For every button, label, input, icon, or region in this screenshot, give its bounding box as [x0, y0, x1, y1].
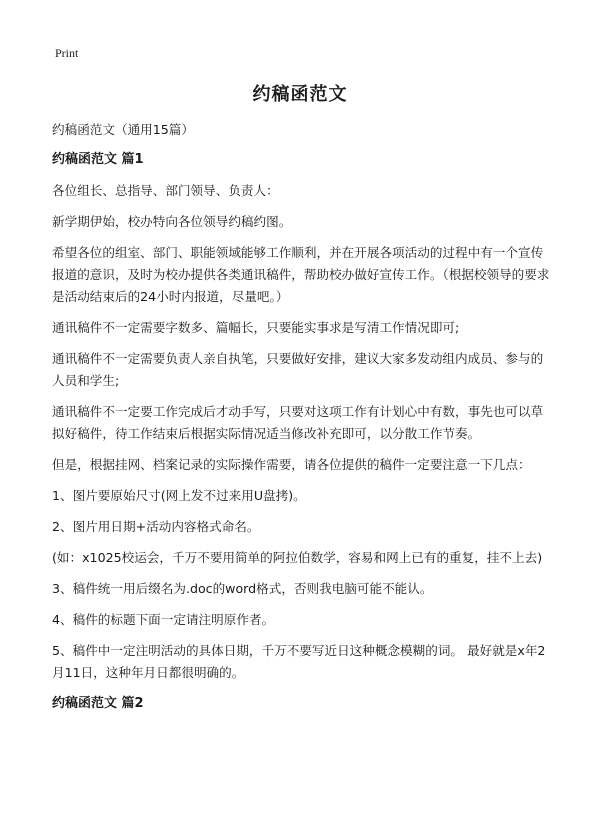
- section-heading-2: 约稿函范文 篇2: [52, 696, 144, 711]
- list-item: 5、稿件中一定注明活动的具体日期，千万不要写近日这种概念模糊的词。 最好就是x年2月11日，这种年月日都很明确的。: [52, 643, 546, 680]
- document-subtitle: 约稿函范文（通用15篇）: [52, 122, 194, 137]
- list-item: 3、稿件统一用后缀名为.doc的word格式，否则我电脑可能不能认。: [52, 581, 433, 596]
- paragraph: 希望各位的组室、部门、职能领域能够工作顺利，并在开展各项活动的过程中有一个宣传报道的意识，及时为校办提供各类通讯稿件，帮助校办做好宣传工作。（根据校领导的要求是活动结束后的24小时内报道，尽量吧。）: [52, 245, 550, 304]
- document-body: [52, 119, 552, 724]
- list-item: 1、图片要原始尺寸(网上发不过来用U盘拷)。: [52, 488, 306, 503]
- paragraph: 通讯稿件不一定需要负责人亲自执笔，只要做好安排，建议大家多发动组内成员、参与的人员和学生;: [52, 351, 544, 388]
- print-label: Print: [55, 46, 79, 60]
- paragraph: 通讯稿件不一定需要字数多、篇幅长，只要能实事求是写清工作情况即可;: [52, 320, 460, 335]
- paragraph: 通讯稿件不一定要工作完成后才动手写，只要对这项工作有计划心中有数，事先也可以草拟好稿件，待工作结束后根据实际情况适当修改补充即可，以分散工作节奏。: [52, 404, 544, 441]
- paragraph: 但是，根据挂网、档案记录的实际操作需要，请各位提供的稿件一定要注意一下几点：: [52, 457, 531, 472]
- list-note: (如：x1025校运会，千万不要用简单的阿拉伯数学，容易和网上已有的重复，挂不上去): [52, 550, 543, 565]
- document-title: 约稿函范文: [252, 84, 348, 105]
- list-item: 4、稿件的标题下面一定请注明原作者。: [52, 612, 275, 627]
- section-heading-1: 约稿函范文 篇1: [52, 152, 144, 167]
- paragraph: 新学期伊始，校办特向各位领导约稿约图。: [52, 214, 292, 229]
- list-item: 2、图片用日期+活动内容格式命名。: [52, 519, 260, 534]
- paragraph: 各位组长、总指导、部门领导、负责人：: [52, 183, 279, 198]
